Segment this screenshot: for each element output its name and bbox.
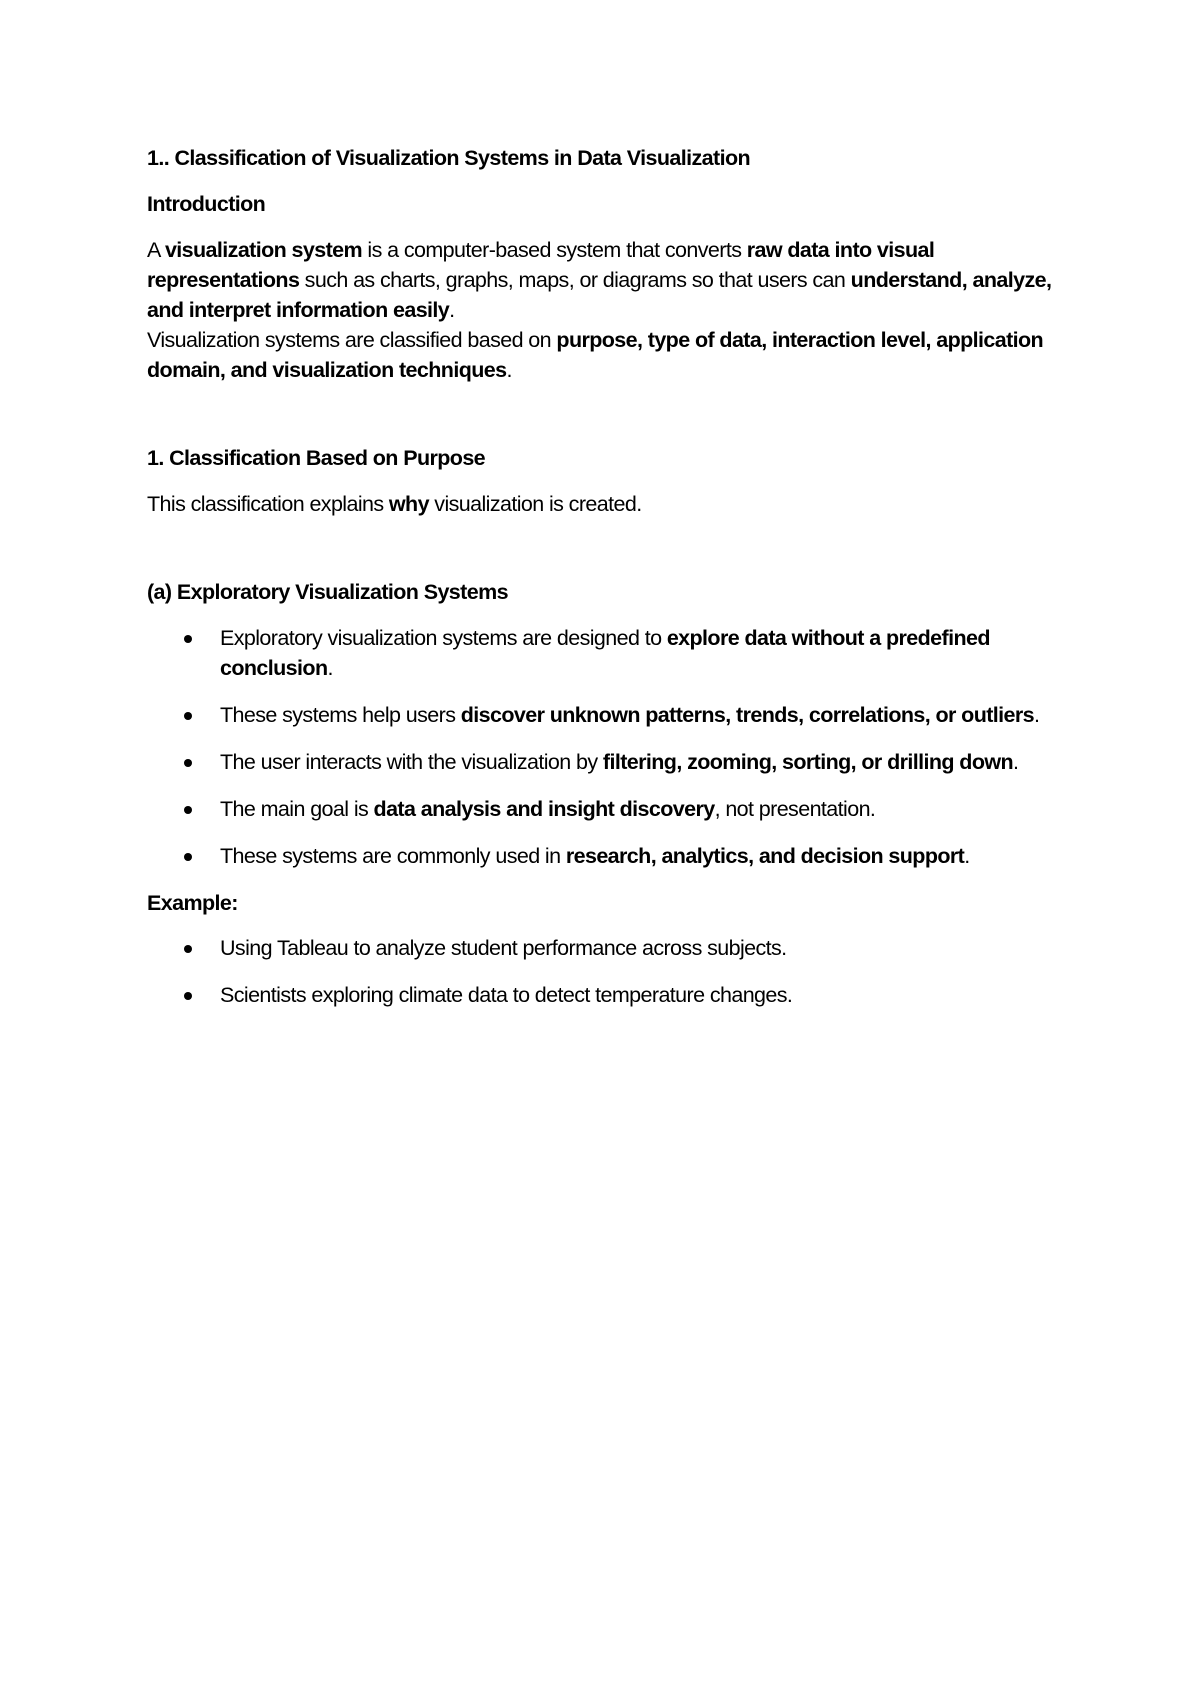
bold-run: purpose, type of data, interaction level, application domain, and visualization techniques <box>147 328 1044 382</box>
bold-run: research, analytics, and decision support <box>565 844 965 868</box>
list-item <box>147 794 1080 824</box>
list-item <box>147 841 1080 871</box>
list-item <box>147 747 1080 777</box>
bold-run: explore data without a predefined conclusion <box>220 626 990 680</box>
example-text: Using Tableau to analyze student performance across subjects. <box>220 936 787 960</box>
bullet-icon <box>184 992 192 1000</box>
list-item <box>147 980 1080 1010</box>
bullet-icon <box>184 759 192 767</box>
text-run: . <box>449 298 455 322</box>
text-run: This classification explains <box>147 492 389 516</box>
section-description <box>147 489 1080 519</box>
text-run: These systems are commonly used in <box>220 844 566 868</box>
intro-paragraph-1 <box>147 235 1080 325</box>
bold-run: understand, analyze, and interpret information easily <box>147 268 1052 322</box>
bullet-icon <box>184 806 192 814</box>
text-run: The user interacts with the visualization by <box>220 750 603 774</box>
text-run: These systems help users <box>220 703 461 727</box>
example-list <box>147 933 1080 1010</box>
spacer <box>147 519 1080 577</box>
list-item <box>147 623 1080 683</box>
text-run: The main goal is <box>220 797 374 821</box>
document-title: 1.. Classification of Visualization Systems in Data Visualization <box>147 146 751 170</box>
spacer <box>147 385 1080 443</box>
bold-run: visualization system <box>164 238 363 262</box>
text-run: A <box>147 238 165 262</box>
text-run: . <box>1034 703 1040 727</box>
text-run: . <box>1013 750 1019 774</box>
bullet-icon <box>184 945 192 953</box>
bold-run: discover unknown patterns, trends, correlations, or outliers <box>460 703 1035 727</box>
text-run: , not presentation. <box>714 797 876 821</box>
intro-heading: Introduction <box>147 192 266 216</box>
bullet-icon <box>184 712 192 720</box>
text-run: . <box>506 358 512 382</box>
list-item <box>147 933 1080 963</box>
intro-paragraph-2 <box>147 325 1080 385</box>
text-run: visualization is created. <box>428 492 642 516</box>
list-item <box>147 700 1080 730</box>
text-run: . <box>327 656 333 680</box>
text-run: . <box>964 844 970 868</box>
text-run: such as charts, graphs, maps, or diagrams so that users can <box>299 268 851 292</box>
text-run: is a computer-based system that converts <box>362 238 747 262</box>
bullet-icon <box>184 853 192 861</box>
bold-run: raw data into visual representations <box>147 238 935 292</box>
section-heading: 1. Classification Based on Purpose <box>147 446 486 470</box>
bullet-icon <box>184 635 192 643</box>
bold-run: why <box>388 492 429 516</box>
example-text: Scientists exploring climate data to detect temperature changes. <box>220 983 793 1007</box>
text-run: Exploratory visualization systems are designed to <box>220 626 667 650</box>
text-run: Visualization systems are classified based on <box>147 328 557 352</box>
example-heading: Example: <box>147 891 238 915</box>
bullet-list <box>147 623 1080 871</box>
bold-run: data analysis and insight discovery <box>373 797 715 821</box>
subsection-heading: (a) Exploratory Visualization Systems <box>147 580 508 604</box>
bold-run: filtering, zooming, sorting, or drilling down <box>602 750 1014 774</box>
